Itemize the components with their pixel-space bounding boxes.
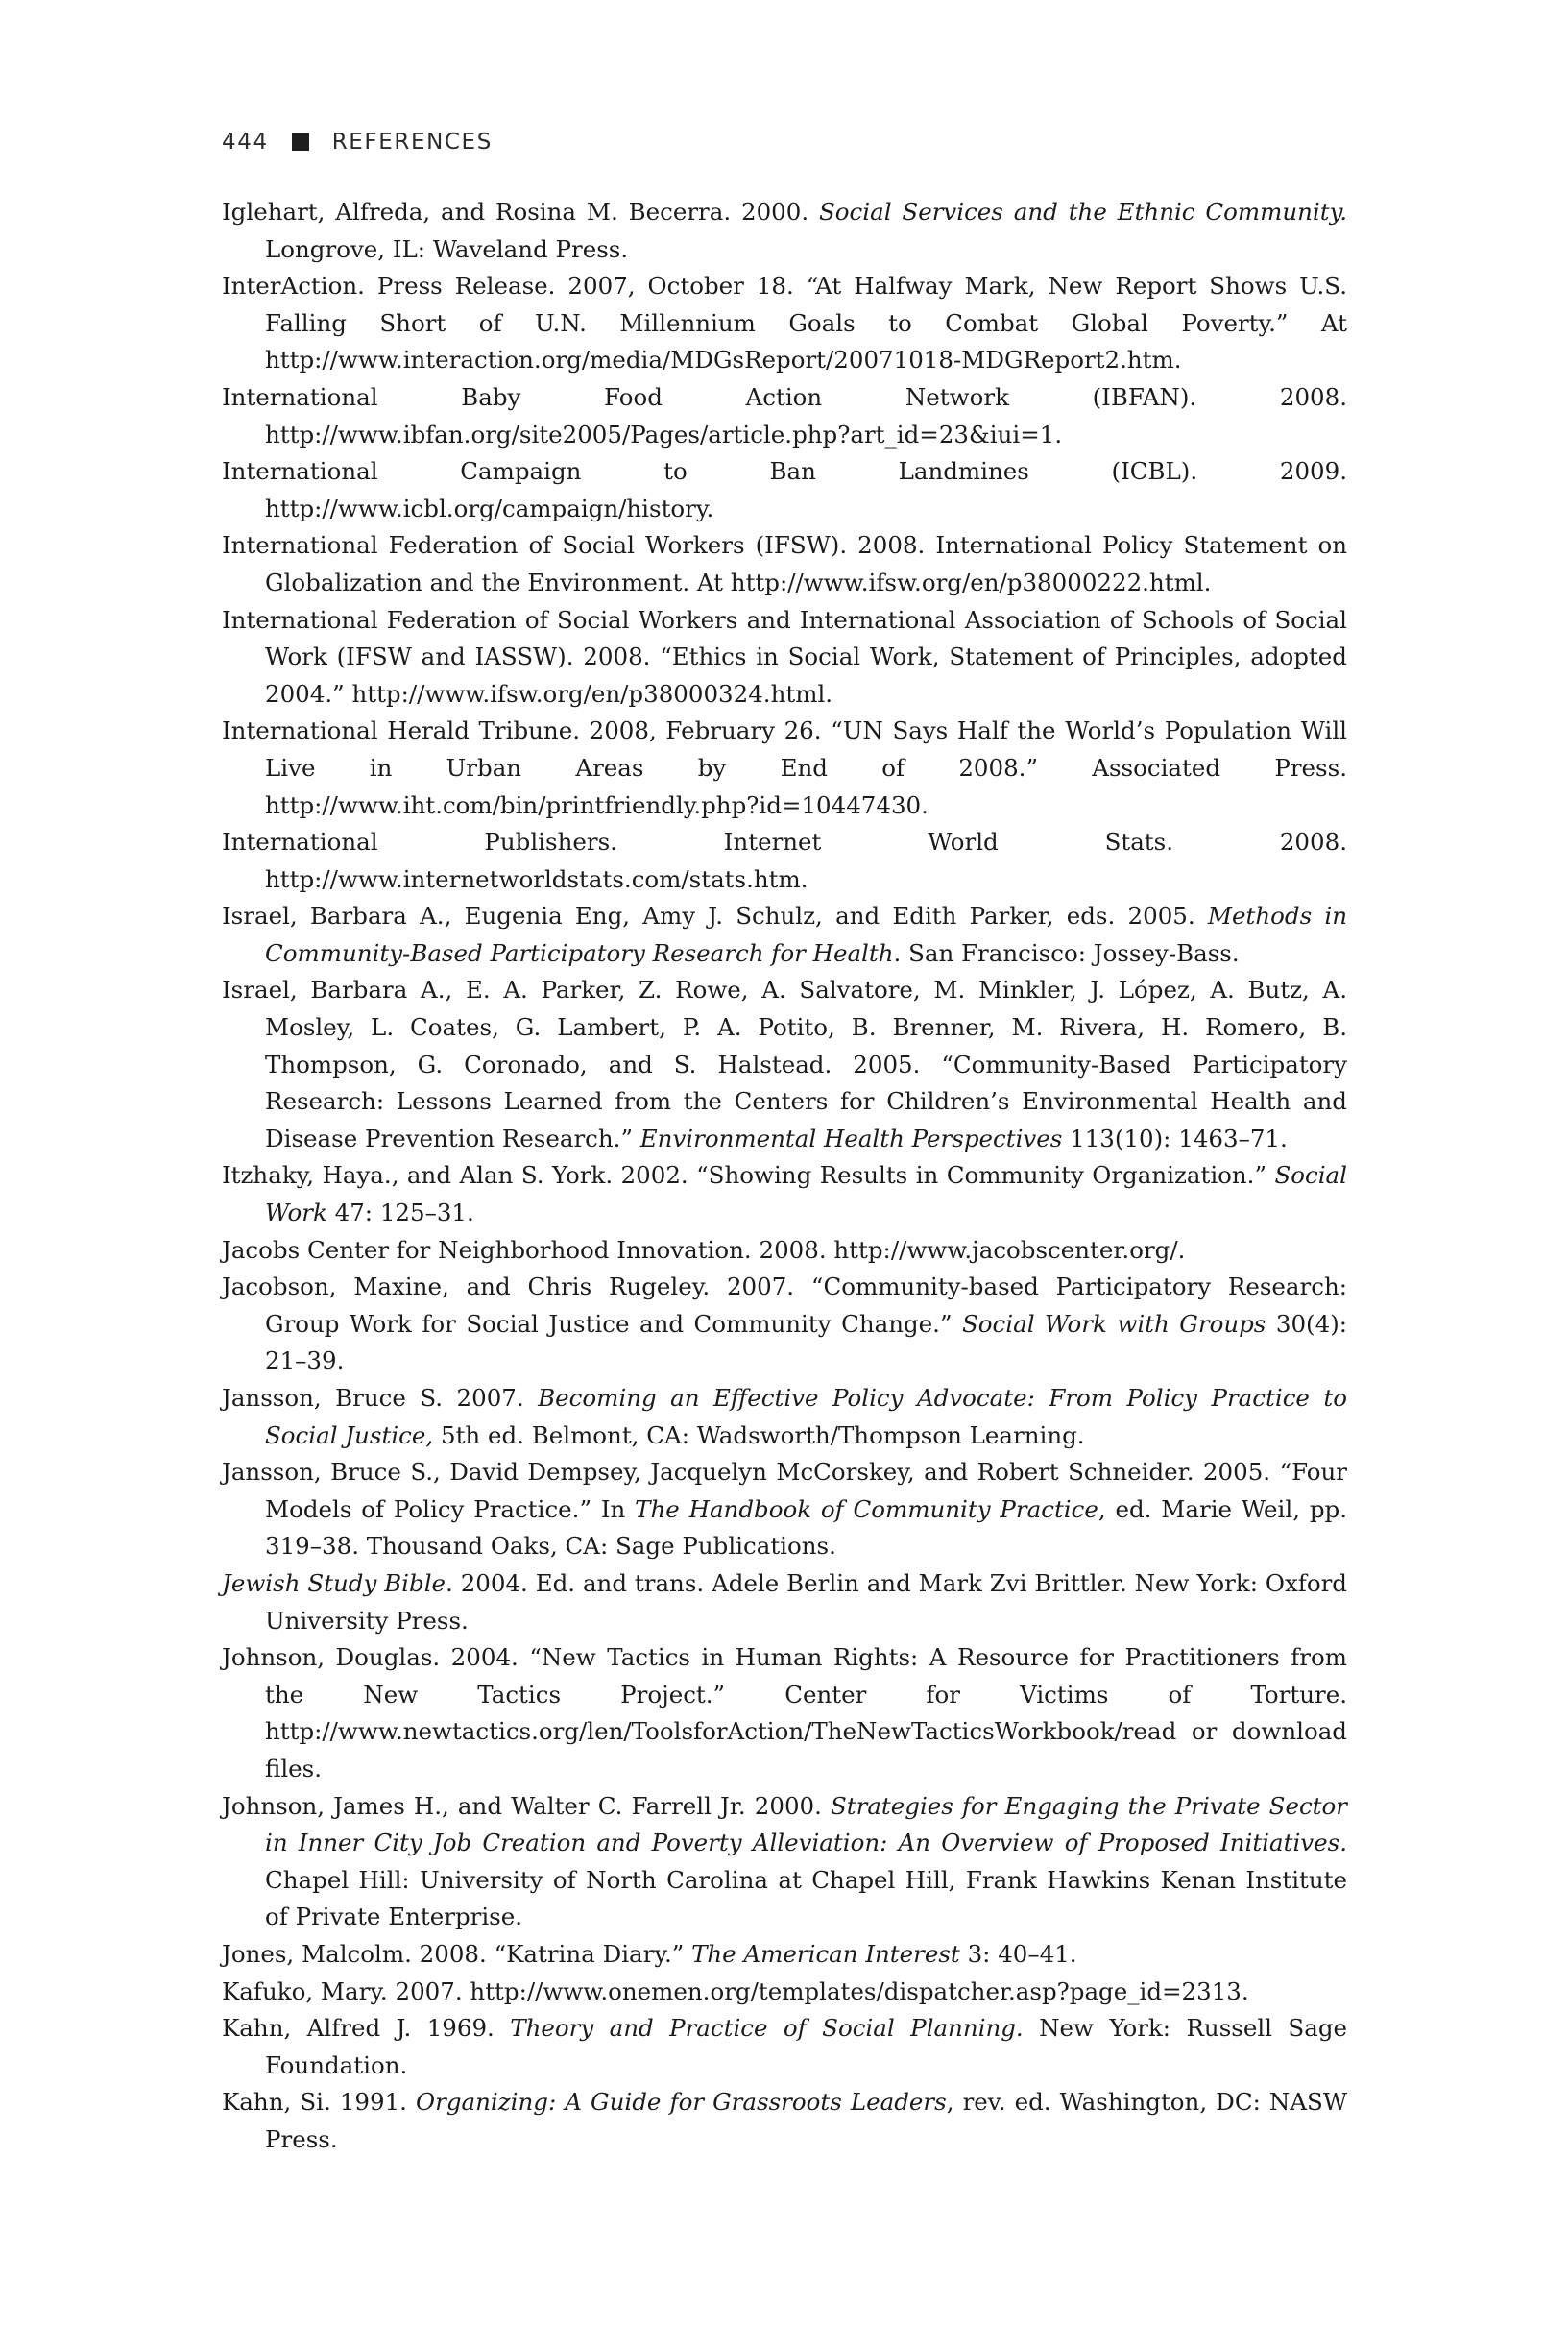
section-title: REFERENCES bbox=[331, 130, 493, 155]
reference-title-italic: Becoming an Effective Policy Advocate: From Policy Practice to Social Justice, bbox=[265, 1384, 1347, 1449]
running-head bbox=[222, 123, 493, 161]
reference-text: , ed. Marie Weil, pp. 319–38. Thousand Oaks, CA: Sage Publications. bbox=[265, 1494, 1348, 1561]
reference-title-italic: Methods in Community-Based Participatory Research for Health bbox=[265, 902, 1347, 967]
reference-text: Kahn, Alfred J. 1969. bbox=[222, 2014, 511, 2043]
reference-text: . 2004. Ed. and trans. Adele Berlin and Mark Zvi Brittler. New York: Oxford University Press. bbox=[265, 1568, 1347, 1635]
reference-entry bbox=[222, 602, 1347, 714]
reference-entry bbox=[222, 824, 1347, 898]
reference-entry bbox=[222, 713, 1347, 824]
reference-title-italic: Theory and Practice of Social Planning. bbox=[510, 2014, 1024, 2043]
reference-title-italic: Organizing: A Guide for Grassroots Leaders bbox=[416, 2088, 947, 2117]
reference-text: International Publishers. Internet World Stats. 2008. http://www.internetworldstats.com/stats.htm. bbox=[222, 828, 1347, 893]
reference-text: 113(10): 1463–71. bbox=[1062, 1124, 1288, 1152]
square-bullet-icon bbox=[292, 133, 309, 151]
reference-entry bbox=[222, 379, 1347, 453]
reference-entry bbox=[222, 2010, 1347, 2084]
reference-text: Kafuko, Mary. 2007. http://www.onemen.org/templates/dispatcher.asp?page_id=2313. bbox=[222, 1976, 1249, 2005]
reference-title-italic: Social Services and the Ethnic Community. bbox=[819, 198, 1347, 226]
reference-text: Jacobs Center for Neighborhood Innovation. 2008. http://www.jacobscenter.org/. bbox=[222, 1235, 1186, 1264]
reference-text: Jansson, Bruce S. 2007. bbox=[222, 1384, 539, 1412]
reference-text: International Herald Tribune. 2008, February 26. “UN Says Half the World’s Population Will Live in Urban Areas by End of 2008.” Associated Press. http://www.iht.com/bin/printfriendly.php?id=10447430. bbox=[222, 716, 1347, 819]
reference-text: . San Francisco: Jossey-Bass. bbox=[893, 938, 1240, 967]
reference-entry bbox=[222, 2084, 1347, 2158]
reference-text: International Baby Food Action Network (IBFAN). 2008. http://www.ibfan.org/site2005/Pages/article.php?art_id=23&iui=1. bbox=[222, 382, 1347, 449]
reference-text: International Federation of Social Workers (IFSW). 2008. International Policy Statement on Globalization and the Environment. At http://www.ifsw.org/en/p38000222.html. bbox=[222, 531, 1347, 596]
reference-entry bbox=[222, 1565, 1347, 1639]
reference-entry bbox=[222, 1380, 1347, 1454]
reference-text: 5th ed. Belmont, CA: Wadsworth/Thompson Learning. bbox=[433, 1420, 1085, 1449]
reference-entry bbox=[222, 1936, 1347, 1974]
reference-text: Jacobson, Maxine, and Chris Rugeley. 2007. “Community-based Participatory Research: Group Work for Social Justice and Community Change.” bbox=[222, 1273, 1347, 1338]
reference-text: Longrove, IL: Waveland Press. bbox=[265, 234, 629, 263]
reference-text: InterAction. Press Release. 2007, October 18. “At Halfway Mark, New Report Shows U.S. Falling Short of U.N. Millennium Goals to Combat Global Poverty.” At http://www.interaction.org/media/MDGsReport/20071018-MDGReport2.htm. bbox=[222, 272, 1347, 375]
reference-entry bbox=[222, 453, 1347, 527]
reference-title-italic: Jewish Study Bible bbox=[222, 1568, 446, 1597]
reference-entry bbox=[222, 1639, 1347, 1787]
reference-entry bbox=[222, 268, 1347, 379]
reference-text: Jones, Malcolm. 2008. “Katrina Diary.” bbox=[222, 1939, 692, 1968]
reference-text: International Federation of Social Workers and International Association of Schools of Social Work (IFSW and IASSW). 2008. “Ethics in Social Work, Statement of Principles, adopted 2004.” http://www.ifsw.org/en/p38000324.html. bbox=[222, 605, 1347, 708]
reference-text: Israel, Barbara A., E. A. Parker, Z. Rowe, A. Salvatore, M. Minkler, J. López, A. Butz, A. Mosley, L. Coates, G. Lambert, P. A. Potito, B. Brenner, M. Rivera, H. Romero, B. Thompson, G. Coronado, and S. Halstead. 2005. “Community-Based Participatory Research: Lessons Learned from the Centers for Children’s Environmental Health and Disease Prevention Research.” bbox=[222, 976, 1347, 1152]
reference-text: New York: Russell Sage Foundation. bbox=[265, 2014, 1348, 2079]
reference-entry bbox=[222, 527, 1347, 601]
reference-title-italic: Environmental Health Perspectives bbox=[639, 1124, 1063, 1152]
reference-entry bbox=[222, 1454, 1347, 1565]
reference-title-italic: The American Interest bbox=[691, 1939, 960, 1968]
reference-text: , rev. ed. Washington, DC: NASW Press. bbox=[265, 2088, 1347, 2153]
reference-text: Itzhaky, Haya., and Alan S. York. 2002. “Showing Results in Community Organization.” bbox=[222, 1161, 1275, 1190]
reference-text: Israel, Barbara A., Eugenia Eng, Amy J. Schulz, and Edith Parker, eds. 2005. bbox=[222, 902, 1208, 931]
reference-title-italic: Strategies for Engaging the Private Sector in Inner City Job Creation and Poverty Alleviation: An Overview of Proposed Initiatives. bbox=[265, 1791, 1347, 1857]
reference-text: Johnson, James H., and Walter C. Farrell Jr. 2000. bbox=[222, 1791, 831, 1820]
reference-text: 3: 40–41. bbox=[959, 1939, 1077, 1968]
reference-text: Johnson, Douglas. 2004. “New Tactics in Human Rights: A Resource for Practitioners from the New Tactics Project.” Center for Victims of Torture. http://www.newtactics.org/len/ToolsforAction/TheNewTacticsWorkbook/read or download files. bbox=[222, 1643, 1347, 1782]
reference-entry bbox=[222, 1788, 1347, 1936]
reference-entry bbox=[222, 1269, 1347, 1380]
reference-text: Jansson, Bruce S., David Dempsey, Jacquelyn McCorskey, and Robert Schneider. 2005. “Four Models of Policy Practice.” In bbox=[222, 1458, 1347, 1523]
reference-entry bbox=[222, 1232, 1347, 1270]
reference-entry bbox=[222, 194, 1347, 268]
reference-entry bbox=[222, 1974, 1347, 2011]
page-number: 444 bbox=[222, 130, 269, 155]
reference-title-italic: The Handbook of Community Practice bbox=[635, 1494, 1098, 1523]
reference-text: International Campaign to Ban Landmines (ICBL). 2009. http://www.icbl.org/campaign/history. bbox=[222, 457, 1347, 522]
reference-entry bbox=[222, 898, 1347, 972]
reference-entry bbox=[222, 972, 1347, 1157]
reference-entry bbox=[222, 1157, 1347, 1231]
reference-text: 47: 125–31. bbox=[326, 1199, 474, 1227]
reference-text: 30(4): 21–39. bbox=[265, 1309, 1348, 1375]
reference-list bbox=[222, 194, 1347, 2158]
reference-text: Chapel Hill: University of North Carolina at Chapel Hill, Frank Hawkins Kenan Institute of Private Enterprise. bbox=[265, 1865, 1347, 1931]
reference-text: Iglehart, Alfreda, and Rosina M. Becerra. 2000. bbox=[222, 198, 820, 226]
reference-text: Kahn, Si. 1991. bbox=[222, 2088, 417, 2117]
reference-title-italic: Social Work bbox=[265, 1161, 1347, 1227]
reference-title-italic: Social Work with Groups bbox=[962, 1309, 1266, 1338]
